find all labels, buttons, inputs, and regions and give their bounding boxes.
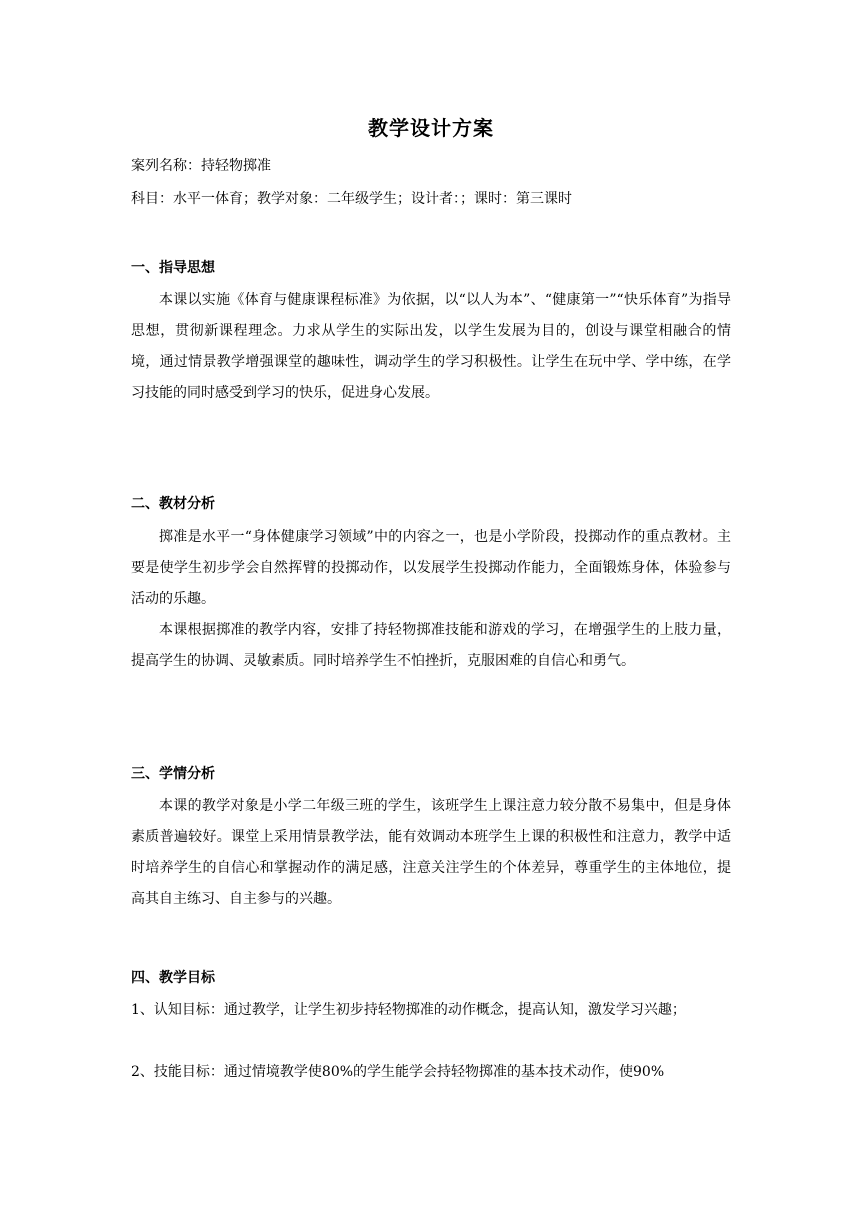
section-heading-material-analysis: 二、教材分析 — [131, 496, 215, 512]
case-name: 案列名称：持轻物掷准 — [131, 158, 271, 174]
section-paragraph: 本课的教学对象是小学二年级三班的学生，该班学生上课注意力较分散不易集中，但是身体素质普遍较好。课堂上采用情景教学法，能有效调动本班学生上课的积极性和注意力，教学中适时培养学生的自信心和掌握动作的满足感，注意关注学生的个体差异，尊重学生的主体地位，提高其自主练习、自主参与的兴趣。 — [131, 798, 731, 907]
section-heading-teaching-objectives: 四、教学目标 — [131, 970, 215, 986]
course-info: 科目：水平一体育；教学对象：二年级学生；设计者：；课时：第三课时 — [131, 191, 572, 207]
section-paragraph: 本课以实施《体育与健康课程标准》为依据，以“以人为本”、“健康第一”“快乐体育”为指导思想，贯彻新课程理念。力求从学生的实际出发，以学生发展为目的，创设与课堂相融合的情境，通过情景教学增强课堂的趣味性，调动学生的学习积极性。让学生在玩中学、学中练，在学习技能的同时感受到学习的快乐，促进身心发展。 — [131, 292, 731, 401]
document-title: 教学设计方案 — [368, 116, 494, 140]
section-heading-guiding-ideology: 一、指导思想 — [131, 260, 215, 276]
objective-item: 1、认知目标：通过教学，让学生初步持轻物掷准的动作概念，提高认知，激发学习兴趣； — [131, 1002, 686, 1018]
section-heading-student-analysis: 三、学情分析 — [131, 766, 215, 782]
objective-item: 2、技能目标：通过情境教学使80%的学生能学会持轻物掷准的基本技术动作，使90% — [131, 1064, 665, 1080]
section-paragraph: 掷准是水平一“身体健康学习领域”中的内容之一，也是小学阶段，投掷动作的重点教材。主要是使学生初步学会自然挥臂的投掷动作，以发展学生投掷动作能力，全面锻炼身体，体验参与活动的乐趣。 — [131, 529, 731, 607]
section-paragraph: 本课根据掷准的教学内容，安排了持轻物掷准技能和游戏的学习，在增强学生的上肢力量，提高学生的协调、灵敏素质。同时培养学生不怕挫折，克服困难的自信心和勇气。 — [131, 622, 731, 669]
